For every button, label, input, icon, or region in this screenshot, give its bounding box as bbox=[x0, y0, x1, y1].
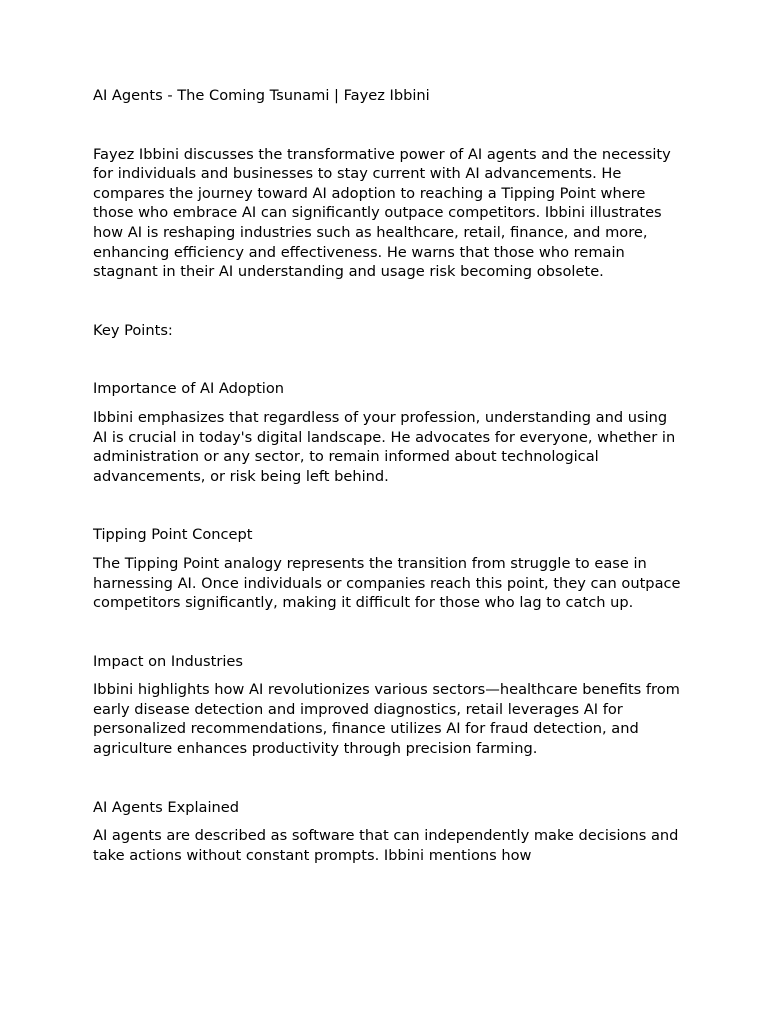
section-importance-of-ai-adoption bbox=[93, 379, 683, 486]
section-impact-on-industries bbox=[93, 652, 683, 759]
key-points-label: Key Points: bbox=[93, 321, 173, 339]
document-title: AI Agents - The Coming Tsunami | Fayez Ibbini bbox=[93, 87, 430, 104]
section-heading: AI Agents Explained bbox=[93, 798, 240, 816]
section-body: Ibbini emphasizes that regardless of your profession, understanding and using AI is crucial in today's digital landscape. He advocates for everyone, whether in administration or any sector, to remain informed about technological advancements, or risk being left behind. bbox=[93, 408, 676, 485]
section-body: AI agents are described as software that can independently make decisions and take actions without constant prompts. Ibbini mentions how bbox=[93, 827, 679, 864]
summary-paragraph: Fayez Ibbini discusses the transformative power of AI agents and the necessity for individuals and businesses to stay current with AI advancements. He compares the journey toward AI adoption to reaching a Tipping Point where those who embrace AI can significantly outpace competitors. Ibbini illustrates how AI is reshaping industries such as healthcare, retail, finance, and more, enhancing efficiency and effectiveness. He warns that those who remain stagnant in their AI understanding and usage risk becoming obsolete. bbox=[93, 145, 671, 281]
section-heading: Importance of AI Adoption bbox=[93, 380, 285, 398]
section-body: The Tipping Point analogy represents the transition from struggle to ease in harnessing AI. Once individuals or companies reach this point, they can outpace competitors significantly, making it difficult for those who lag to catch up. bbox=[93, 554, 681, 612]
section-body: Ibbini highlights how AI revolutionizes various sectors—healthcare benefits from early disease detection and improved diagnostics, retail leverages AI for personalized recommendations, finance utilizes AI for fraud detection, and agriculture enhances productivity through precision farming. bbox=[93, 681, 680, 758]
section-ai-agents-explained bbox=[93, 798, 683, 866]
section-heading: Impact on Industries bbox=[93, 652, 243, 670]
section-heading: Tipping Point Concept bbox=[93, 526, 253, 544]
document-page bbox=[93, 86, 683, 904]
section-tipping-point-concept bbox=[93, 525, 683, 612]
